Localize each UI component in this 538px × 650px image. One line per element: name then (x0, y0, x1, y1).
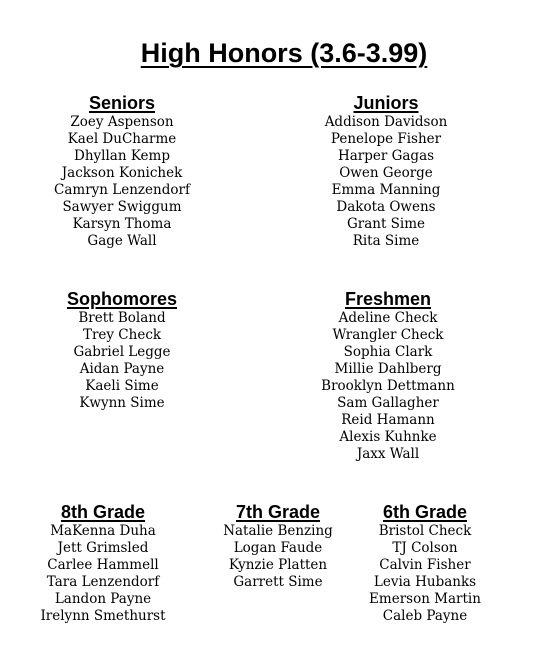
student-name: Rita Sime (352, 233, 420, 249)
section-juniors (296, 93, 476, 250)
student-name: Natalie Benzing (223, 523, 333, 539)
section-seniors (32, 93, 212, 250)
student-name: Millie Dahlberg (334, 361, 442, 377)
name-list (296, 114, 476, 250)
section-6th-grade (350, 502, 500, 625)
name-list (18, 523, 188, 625)
student-name: Trey Check (82, 327, 162, 343)
student-name: Dakota Owens (336, 199, 436, 215)
student-name: Wrangler Check (332, 327, 444, 343)
name-list (32, 114, 212, 250)
student-name: Carlee Hammell (47, 557, 159, 573)
student-name: Landon Payne (54, 591, 152, 607)
name-list (198, 523, 358, 591)
student-name: Caleb Payne (382, 608, 468, 624)
student-name: Grant Sime (346, 216, 426, 232)
section-heading: 6th Grade (382, 502, 468, 522)
page-title: High Honors (3.6-3.99) (140, 38, 428, 68)
student-name: Levia Hubanks (373, 574, 477, 590)
student-name: Kaeli Sime (85, 378, 159, 394)
student-name: Sam Gallagher (337, 395, 439, 411)
section-8th-grade (18, 502, 188, 625)
student-name: Aidan Payne (79, 361, 165, 377)
student-name: Kynzie Platten (228, 557, 328, 573)
student-name: Karsyn Thoma (72, 216, 172, 232)
student-name: Jett Grimsled (57, 540, 149, 556)
student-name: Addison Davidson (324, 114, 448, 130)
student-name: Bristol Check (378, 523, 472, 539)
student-name: Irelynn Smethurst (40, 608, 166, 624)
student-name: Jackson Konichek (61, 165, 183, 181)
section-heading: 8th Grade (60, 502, 146, 522)
name-list (350, 523, 500, 625)
student-name: Sophia Clark (343, 344, 433, 360)
student-name: Alexis Kuhnke (339, 429, 437, 445)
section-heading: Juniors (353, 93, 419, 113)
student-name: Kael DuCharme (67, 131, 177, 147)
section-sophomores (32, 289, 212, 412)
section-heading: Freshmen (344, 289, 432, 309)
section-heading: 7th Grade (235, 502, 321, 522)
student-name: Calvin Fisher (379, 557, 471, 573)
student-name: Gabriel Legge (73, 344, 171, 360)
student-name: Brett Boland (78, 310, 166, 326)
student-name: Gage Wall (87, 233, 157, 249)
section-heading: Seniors (88, 93, 156, 113)
section-7th-grade (198, 502, 358, 591)
section-freshmen (298, 289, 478, 463)
student-name: Tara Lenzendorf (46, 574, 160, 590)
student-name: Brooklyn Dettmann (321, 378, 455, 394)
student-name: Logan Faude (233, 540, 323, 556)
student-name: Emerson Martin (369, 591, 481, 607)
student-name: Camryn Lenzendorf (54, 182, 190, 198)
student-name: Dhyllan Kemp (74, 148, 170, 164)
student-name: Reid Hamann (341, 412, 435, 428)
student-name: Emma Manning (331, 182, 441, 198)
name-list (32, 310, 212, 412)
student-name: Adeline Check (338, 310, 438, 326)
student-name: TJ Colson (392, 540, 458, 556)
student-name: Owen George (339, 165, 433, 181)
student-name: Jaxx Wall (356, 446, 420, 462)
student-name: Kwynn Sime (79, 395, 165, 411)
student-name: Garrett Sime (233, 574, 323, 590)
name-list (298, 310, 478, 463)
student-name: Sawyer Swiggum (62, 199, 182, 215)
student-name: MaKenna Duha (50, 523, 156, 539)
student-name: Harper Gagas (337, 148, 435, 164)
student-name: Penelope Fisher (330, 131, 442, 147)
section-heading: Sophomores (66, 289, 177, 309)
student-name: Zoey Aspenson (70, 114, 174, 130)
